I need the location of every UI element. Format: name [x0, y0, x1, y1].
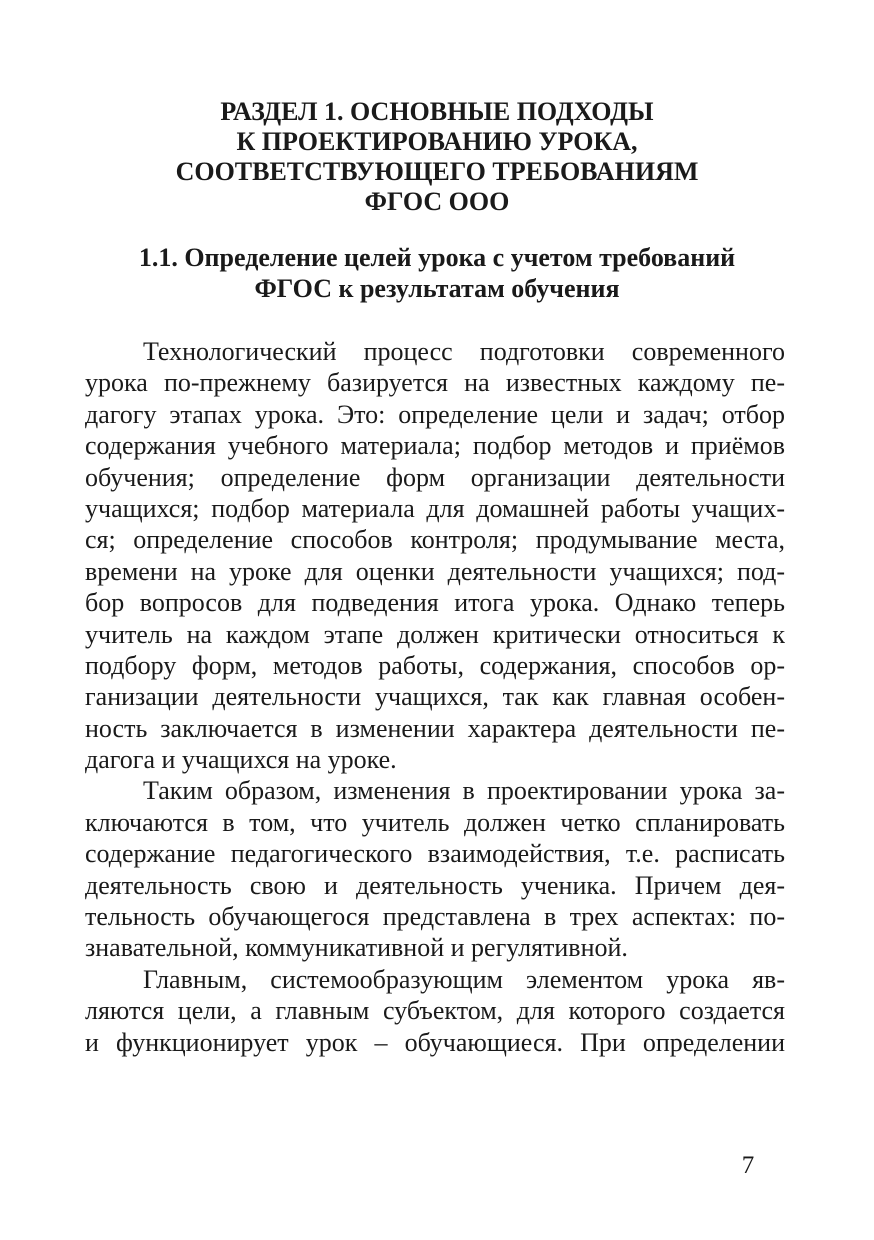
- text-line: бор вопросов для подведения итога урока. Однако теперь: [85, 588, 785, 618]
- text-line: и функционирует урок – обучающиеся. При определении: [85, 1027, 785, 1057]
- text-line: учащихся; подбор материала для домашней работы учащих-: [85, 493, 785, 523]
- text-line: деятельность свою и деятельность ученика. Причем дея-: [85, 870, 785, 900]
- text-line: содержание педагогического взаимодействия, т.е. расписать: [85, 839, 785, 869]
- subsection-heading: [87, 242, 787, 304]
- text-line: подбору форм, методов работы, содержания, способов ор-: [85, 650, 785, 680]
- paragraph: [85, 964, 785, 1058]
- subsection-heading-line: 1.1. Определение целей урока с учетом требований: [138, 243, 736, 272]
- page-number: 7: [741, 1152, 755, 1179]
- text-line: Главным, системообразующим элементом урока яв-: [143, 964, 785, 994]
- section-heading-line: РАЗДЕЛ 1. ОСНОВНЫЕ ПОДХОДЫ: [220, 97, 654, 126]
- text-line: дагогу этапах урока. Это: определение цели и задач; отбор: [85, 399, 785, 429]
- text-line: Таким образом, изменения в проектировании урока за-: [143, 776, 785, 806]
- section-heading-line: К ПРОЕКТИРОВАНИЮ УРОКА,: [236, 127, 638, 156]
- text-line: содержания учебного материала; подбор методов и приёмов: [85, 431, 785, 461]
- text-line: ключаются в том, что учитель должен четко спланировать: [85, 807, 785, 837]
- body-text: [85, 336, 785, 1058]
- text-line: учитель на каждом этапе должен критически относиться к: [85, 619, 785, 649]
- section-heading-line: СООТВЕТСТВУЮЩЕГО ТРЕБОВАНИЯМ: [175, 157, 699, 186]
- text-line: Технологический процесс подготовки современного: [143, 337, 785, 366]
- text-line: дагога и учащихся на уроке.: [85, 745, 397, 775]
- section-heading: [87, 97, 787, 217]
- text-line: ляются цели, а главным субъектом, для которого создается: [85, 996, 785, 1026]
- text-line: ганизации деятельности учащихся, так как главная особен-: [85, 682, 785, 712]
- text-line: ся; определение способов контроля; продумывание места,: [85, 525, 785, 555]
- paragraph: [85, 336, 785, 775]
- text-line: знавательной, коммуникативной и регулятивной.: [85, 933, 628, 963]
- section-heading-line: ФГОС ООО: [364, 187, 510, 216]
- text-line: времени на уроке для оценки деятельности учащихся; под-: [85, 556, 785, 586]
- subsection-heading-line: ФГОС к результатам обучения: [254, 274, 620, 303]
- paragraph: [85, 775, 785, 963]
- text-line: обучения; определение форм организации деятельности: [85, 462, 785, 492]
- text-line: ность заключается в изменении характера деятельности пе-: [85, 713, 785, 743]
- text-line: урока по-прежнему базируется на известных каждому пе-: [85, 368, 785, 398]
- text-line: тельность обучающегося представлена в трех аспектах: по-: [85, 902, 785, 932]
